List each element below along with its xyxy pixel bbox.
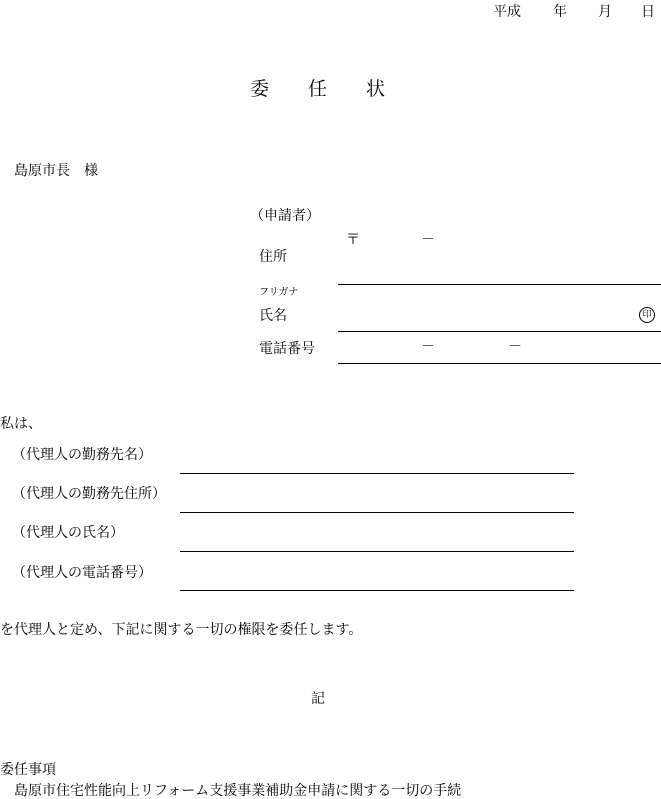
date-month: 月 <box>598 4 612 20</box>
title-char-3: 状 <box>366 78 386 100</box>
title-char-2: 任 <box>308 78 328 100</box>
phone-label: 電話番号 <box>259 341 315 357</box>
matter-label: 委任事項 <box>0 762 56 778</box>
agent-workplace-address-line[interactable] <box>180 512 574 513</box>
name-line[interactable] <box>338 331 661 332</box>
postal-dash: － <box>421 232 435 248</box>
addressee: 島原市長 様 <box>14 163 98 179</box>
agent-phone-line[interactable] <box>180 590 574 591</box>
date-era: 平成 <box>493 4 521 20</box>
seal-mark: 印 <box>639 307 655 323</box>
date-day: 日 <box>641 4 655 20</box>
agent-phone-label: （代理人の電話番号） <box>12 565 152 581</box>
agent-workplace-address-label: （代理人の勤務先住所） <box>12 486 166 502</box>
record-heading: 記 <box>311 691 325 707</box>
delegation-text: を代理人と定め、下記に関する一切の権限を委任します。 <box>0 622 363 638</box>
intro-text: 私は、 <box>0 416 42 432</box>
address-line[interactable] <box>338 284 661 285</box>
address-label: 住所 <box>259 249 287 265</box>
furigana-label: フリガナ <box>259 287 299 298</box>
name-label: 氏名 <box>259 308 287 324</box>
title-char-1: 委 <box>250 78 270 100</box>
postal-mark: 〒 <box>346 232 360 248</box>
phone-dash-2: － <box>508 339 522 355</box>
agent-name-line[interactable] <box>180 551 574 552</box>
agent-workplace-label: （代理人の勤務先名） <box>12 447 152 463</box>
applicant-heading: （申請者） <box>250 208 320 224</box>
phone-dash-1: － <box>421 339 435 355</box>
date-year: 年 <box>553 4 567 20</box>
agent-name-label: （代理人の氏名） <box>12 525 124 541</box>
matter-text: 島原市住宅性能向上リフォーム支援事業補助金申請に関する一切の手続 <box>14 783 462 799</box>
agent-workplace-line[interactable] <box>180 473 574 474</box>
phone-line[interactable] <box>338 363 661 364</box>
